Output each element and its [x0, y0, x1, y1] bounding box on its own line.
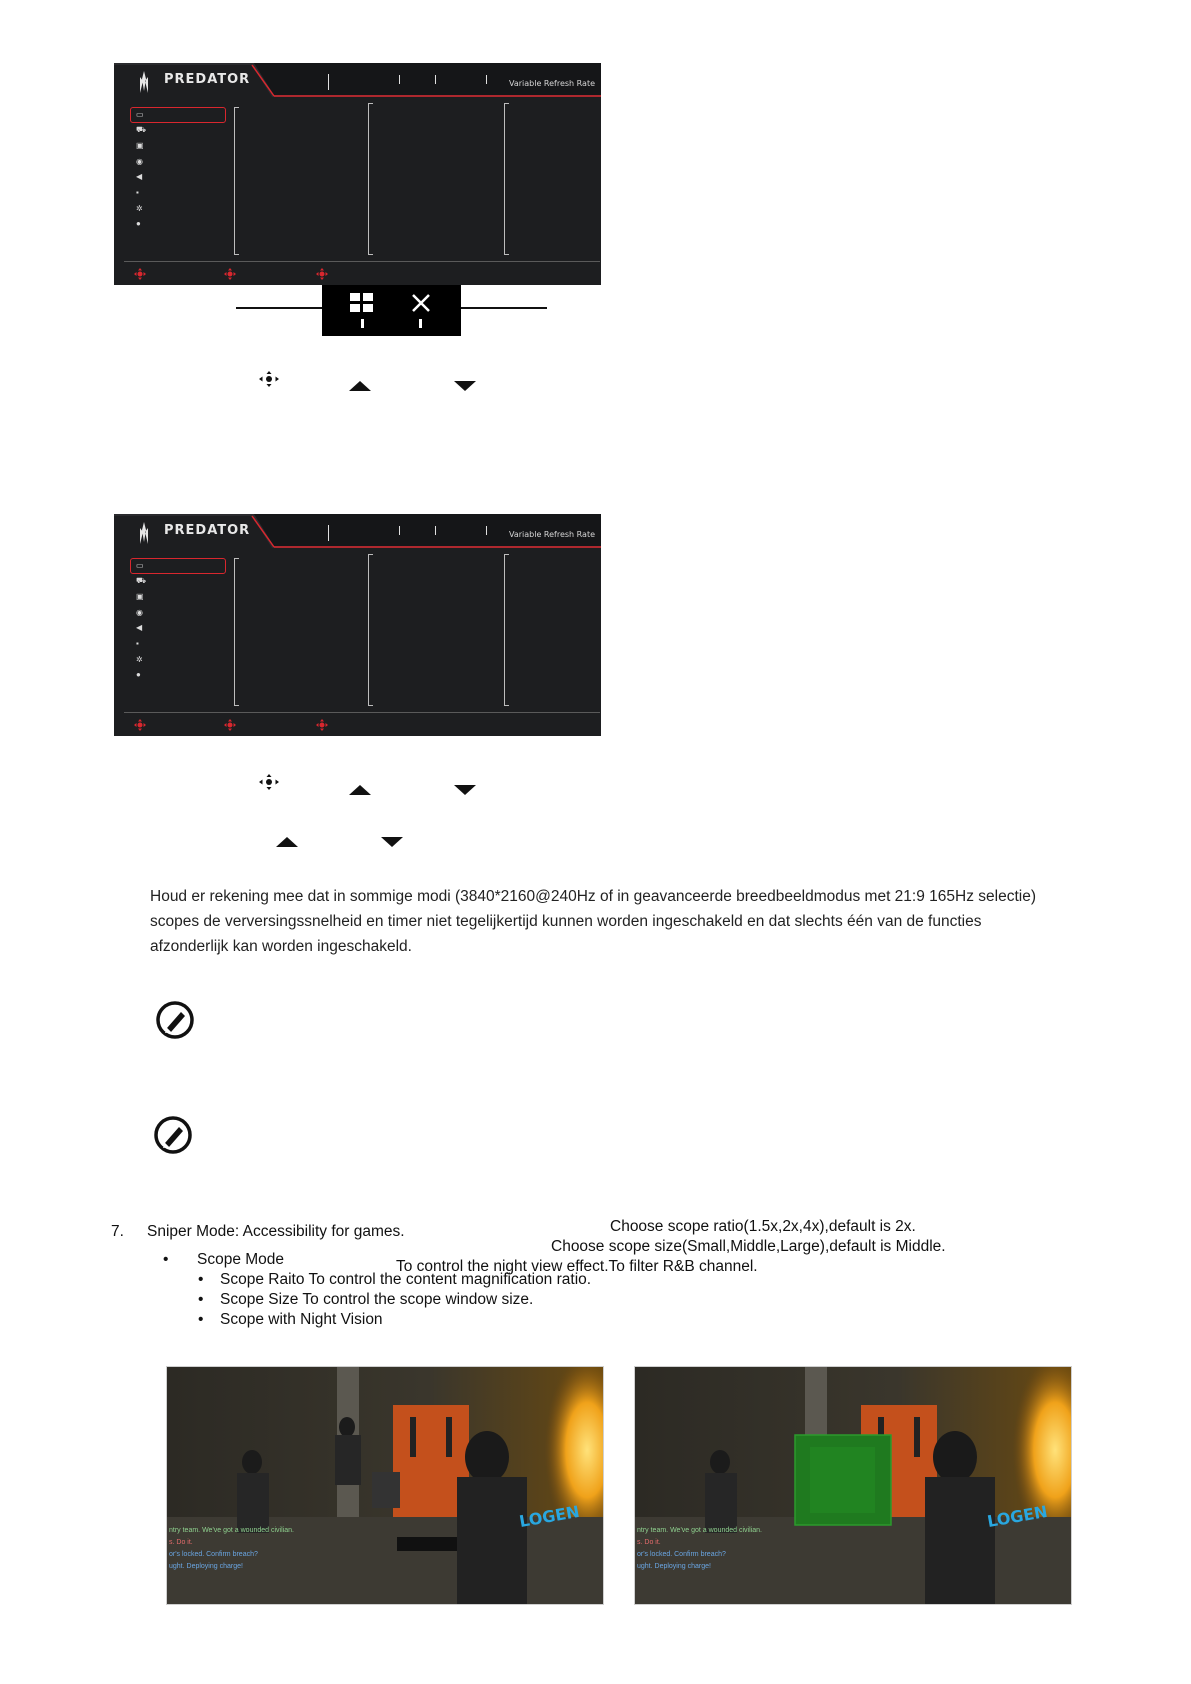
osd-vrr-label: Variable Refresh Rate	[508, 530, 595, 539]
night-vision-description: To control the night view effect.To filter R&B channel.	[396, 1258, 758, 1275]
osd-icon[interactable]: ▪	[136, 188, 139, 197]
bullet: •	[198, 1291, 204, 1308]
menu-column-bracket	[234, 558, 239, 706]
eye-icon[interactable]: ◉	[136, 157, 143, 166]
scope-ratio-description: Choose scope ratio(1.5x,2x,4x),default is 2x.	[610, 1218, 916, 1235]
arrow-up-icon	[349, 378, 371, 394]
info-icon[interactable]: ●	[136, 219, 141, 228]
chat-line: s. Do it.	[169, 1539, 193, 1546]
scope-size-description: Choose scope size(Small,Middle,Large),default is Middle.	[551, 1238, 946, 1255]
info-icon[interactable]: ●	[136, 670, 141, 679]
bullet-scope-mode: Scope Mode	[197, 1251, 285, 1268]
menu-column-bracket	[368, 554, 373, 706]
picture-icon[interactable]: ▣	[136, 141, 144, 150]
section-heading: Sniper Mode: Accessibility for games.	[147, 1223, 405, 1240]
game-screenshot-scope	[634, 1366, 1072, 1605]
menu-column-bracket	[504, 103, 509, 255]
bullet: •	[198, 1311, 204, 1328]
osd-tab-divider	[399, 75, 400, 84]
osd-tab-divider	[435, 526, 436, 535]
osd-menu-screenshot-2	[114, 514, 601, 736]
chat-line: ught. Deploying charge!	[169, 1563, 243, 1570]
eye-icon[interactable]: ◉	[136, 608, 143, 617]
sub-item-scope-night-vision: Scope with Night Vision	[220, 1311, 383, 1328]
osd-tab-divider	[328, 525, 329, 541]
osd-tab-divider	[399, 526, 400, 535]
wall-sign-text: LOGEN	[517, 1501, 581, 1532]
navigation-joystick-icon	[224, 719, 236, 731]
osd-brand-title: PREDATOR	[164, 523, 251, 538]
navigation-joystick-icon	[134, 268, 146, 280]
hotkey-connector-line	[461, 307, 547, 309]
joystick-icon	[258, 371, 280, 387]
note-pen-icon	[155, 1000, 195, 1040]
scope-compatibility-note: Houd er rekening mee dat in sommige modi (3840*2160@240Hz of in geavanceerde breedbeeldmodus met 21:9 165Hz selectie) scopes de verversingssnelheid en timer niet tegelijkertijd kunnen worden ingeschakeld en dat slechts één van de functies afzonderlijk kan worden ingeschakeld.	[150, 888, 1036, 955]
bullet: •	[198, 1271, 204, 1288]
navigation-joystick-icon	[224, 268, 236, 280]
wall-sign-text: LOGEN	[985, 1501, 1049, 1532]
sub-item-scope-ratio: Scope Raito To control the content magnification ratio.	[220, 1271, 592, 1288]
osd-menu-screenshot-1	[114, 63, 601, 285]
arrow-up-icon	[349, 782, 371, 798]
input-source-icon[interactable]: ▭	[136, 110, 144, 119]
close-icon[interactable]	[410, 293, 432, 313]
osd-tab-divider	[486, 75, 487, 84]
system-gear-icon[interactable]: ✲	[136, 655, 143, 664]
chat-line: or's locked. Confirm breach?	[169, 1551, 258, 1558]
chat-line: or's locked. Confirm breach?	[637, 1551, 726, 1558]
osd-icon[interactable]: ▪	[136, 639, 139, 648]
game-chat-overlay	[637, 1525, 762, 1573]
arrow-down-icon	[381, 834, 403, 850]
chat-line: s. Do it.	[637, 1539, 661, 1546]
system-gear-icon[interactable]: ✲	[136, 204, 143, 213]
menu-column-bracket	[504, 554, 509, 706]
hotkey-connector-line	[236, 307, 322, 309]
navigation-joystick-icon	[134, 719, 146, 731]
navigation-joystick-icon	[316, 719, 328, 731]
game-chat-overlay	[169, 1525, 294, 1573]
note-pen-icon	[153, 1115, 193, 1155]
audio-icon[interactable]: ◀	[136, 172, 143, 181]
button-indicator	[419, 319, 422, 328]
menu-column-bracket	[368, 103, 373, 255]
sub-item-scope-size: Scope Size To control the scope window size.	[220, 1291, 534, 1308]
input-source-icon[interactable]: ▭	[136, 561, 144, 570]
button-indicator	[361, 319, 364, 328]
game-screenshot-normal	[166, 1366, 604, 1605]
hotkey-bar	[322, 285, 461, 336]
section-number: 7.	[111, 1223, 124, 1240]
osd-footer-divider	[124, 261, 600, 262]
menu-column-bracket	[234, 107, 239, 255]
chat-line: ught. Deploying charge!	[637, 1563, 711, 1570]
menu-grid-icon[interactable]	[350, 293, 374, 313]
osd-footer-divider	[124, 712, 600, 713]
gaming-icon[interactable]: ⛟	[136, 576, 147, 585]
predator-logo-icon	[132, 518, 156, 546]
picture-icon[interactable]: ▣	[136, 592, 144, 601]
navigation-joystick-icon	[316, 268, 328, 280]
chat-line: ntry team. We've got a wounded civilian.	[169, 1527, 294, 1534]
osd-tab-divider	[328, 74, 329, 90]
chat-line: ntry team. We've got a wounded civilian.	[637, 1527, 762, 1534]
arrow-up-icon	[276, 834, 298, 850]
osd-vrr-label: Variable Refresh Rate	[508, 79, 595, 88]
osd-tab-divider	[435, 75, 436, 84]
audio-icon[interactable]: ◀	[136, 623, 143, 632]
arrow-down-icon	[454, 782, 476, 798]
gaming-icon[interactable]: ⛟	[136, 125, 147, 134]
arrow-down-icon	[454, 378, 476, 394]
predator-logo-icon	[132, 67, 156, 95]
osd-tab-divider	[486, 526, 487, 535]
joystick-icon	[258, 774, 280, 790]
osd-brand-title: PREDATOR	[164, 72, 251, 87]
bullet: •	[163, 1251, 169, 1268]
